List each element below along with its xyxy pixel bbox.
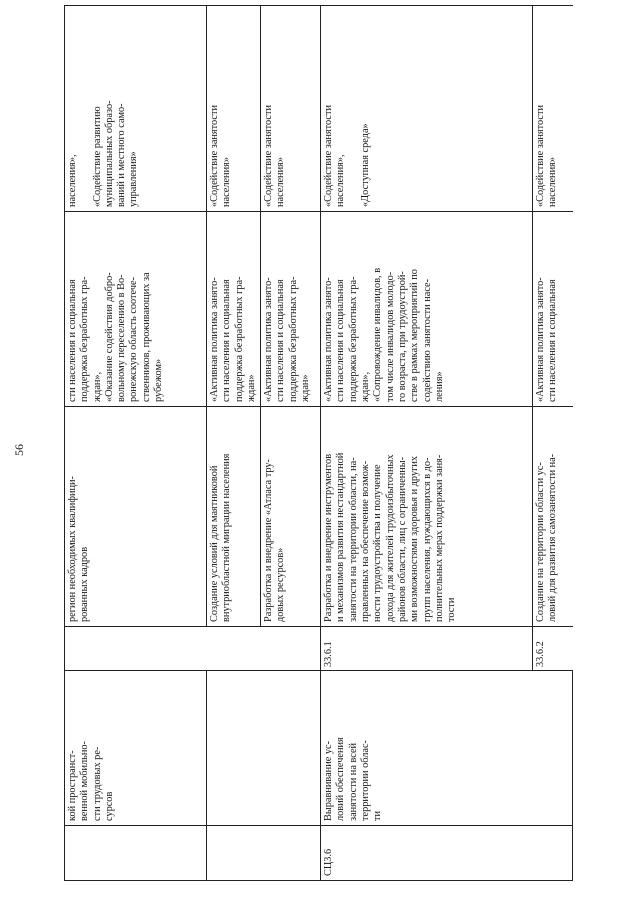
program-table — [64, 5, 573, 881]
program-cell: сти населения и социальная поддержка безработных гра- ждан», «Оказание содействия добро- вольному переселению в Во- ронежскую область соотече- ственников, проживающих за рубежом» — [65, 212, 207, 407]
measure-cell: регион необходимых квалифици- рованных кадров — [65, 407, 207, 627]
code-cell: 33.6.2 — [533, 627, 573, 671]
program-cell: «Активная политика занято- сти населения и социальная поддержка безработных гра- ждан» — [207, 212, 261, 407]
subprogram-cell: «Содействие занятости населения» — [261, 6, 321, 212]
measure-cell: Создание на территории области ус- ловий для развития самозанятости на- — [533, 407, 573, 627]
program-cell: «Активная политика занято- сти населения и социальная — [533, 212, 573, 407]
code-cell: 33.6.1 — [321, 627, 533, 671]
measure-cell: Разработка и внедрение «Атласа тру- довых ресурсов» — [261, 407, 321, 627]
measure-cell: Разработка и внедрение инструментов и механизмов развития нестандартной занятости на территории области, на- правленных на обеспечение возмож- ности трудоустройства и получение дохода для жителей трудоизбыточных районов области, лиц с ограниченны- ми возможностями здоровья и других групп населения, нуждающихся в до- полнительных мерах поддержки заня- тости — [321, 407, 533, 627]
task-cell — [207, 671, 321, 826]
subprogram-cell: «Содействие занятости населения», «Доступная среда» — [321, 6, 533, 212]
task-cell: кой пространст- венной мобильно- сти трудовых ре- сурсов — [65, 671, 207, 826]
group-code-cell: СЦ3.6 — [321, 826, 573, 881]
subprogram-cell: «Содействие занятости населения» — [533, 6, 573, 212]
table-row — [207, 6, 261, 881]
task-cell: Выравнивание ус- ловий обеспечения занятости на всей территории облас- ти — [321, 671, 573, 826]
program-cell: «Активная политика занято- сти населения и социальная поддержка безработных гра- ждан», «Сопровождение инвалидов, в том числе инвалидов молодо- го возраста, при трудоустрой- стве в рамках мероприятий по содействию занятости насе- ления» — [321, 212, 533, 407]
page-number: 56 — [12, 444, 26, 456]
group-code-cell — [65, 826, 207, 881]
table-row — [321, 6, 533, 881]
group-code-cell — [207, 826, 321, 881]
measure-cell: Создание условий для маятниковой внутриобластной миграции населения — [207, 407, 261, 627]
program-cell: «Активная политика занято- сти населения и социальная поддержка безработных гра- ждан» — [261, 212, 321, 407]
subprogram-cell: «Содействие занятости населения» — [207, 6, 261, 212]
code-cell — [65, 627, 321, 671]
subprogram-cell: населения», «Содействие развитию муниципальных образо- ваний и местного само- управления» — [65, 6, 207, 212]
table-row — [65, 6, 207, 881]
